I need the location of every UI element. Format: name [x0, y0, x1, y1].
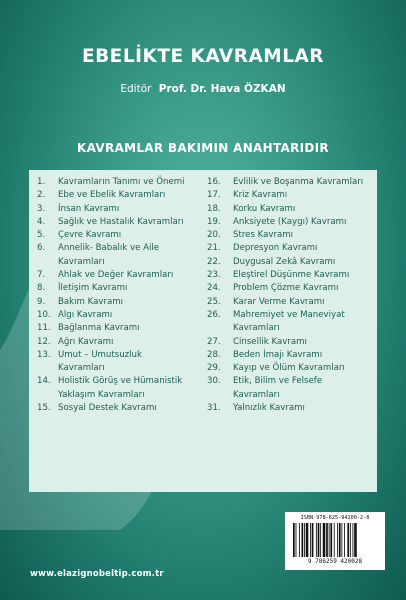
chapter-item: [207, 216, 375, 229]
chapter-item: [207, 402, 375, 415]
chapter-item: [37, 229, 205, 242]
chapter-number: 2.: [37, 190, 46, 201]
chapter-item: [207, 362, 375, 375]
chapter-title: Beden İmajı Kavramı: [233, 349, 323, 360]
chapter-number: 17.: [207, 190, 221, 201]
barcode-bar: [323, 523, 326, 557]
chapter-title: Korku Kavramı: [233, 203, 296, 214]
barcode-number: 9 786259 420028: [307, 558, 363, 565]
chapter-title: Kavramları: [233, 389, 280, 400]
chapter-number: 5.: [37, 230, 46, 241]
chapter-number: 13.: [37, 349, 51, 360]
chapter-item: [37, 282, 205, 295]
chapter-number: 19.: [207, 216, 221, 227]
barcode-bar: [299, 523, 300, 557]
barcode-bar: [316, 523, 317, 557]
chapter-item: [37, 389, 205, 402]
chapter-item: [207, 322, 375, 335]
editor-label: Editör: [120, 83, 152, 95]
chapter-item: [207, 242, 375, 255]
chapter-number: [37, 256, 58, 269]
chapter-title: Yalnızlık Kavramı: [233, 403, 305, 414]
chapter-title: Sosyal Destek Kavramı: [58, 403, 157, 414]
chapter-title: Bakım Kavramı: [58, 296, 124, 307]
chapter-number: 8.: [37, 283, 46, 294]
barcode-bar: [318, 523, 320, 557]
chapter-title: Mahremiyet ve Maneviyat: [233, 309, 345, 320]
chapter-item: [207, 229, 375, 242]
chapter-title: Evlilik ve Boşanma Kavramları: [233, 177, 364, 187]
chapter-title: Algı Kavramı: [58, 309, 113, 320]
chapter-title: Ebe ve Ebelik Kavramları: [58, 190, 166, 201]
chapter-title: Holistik Görüş ve Hümanistik: [58, 376, 183, 387]
chapter-number: 16.: [207, 177, 221, 187]
chapter-title: Cinsellik Kavramı: [233, 336, 307, 347]
chapter-number: 22.: [207, 256, 221, 267]
chapter-title: Eleştirel Düşünme Kavramı: [233, 270, 350, 281]
chapter-number: 15.: [37, 403, 51, 414]
chapter-item: [207, 176, 375, 189]
barcode-bars: [292, 523, 378, 557]
barcode-bar: [304, 523, 305, 557]
chapter-number: [37, 389, 58, 402]
chapter-number: 6.: [37, 243, 46, 254]
chapter-item: [37, 256, 205, 269]
chapter-title: Kavramların Tanımı ve Önemi: [58, 177, 185, 187]
chapter-item: [207, 269, 375, 282]
barcode-bar: [312, 523, 314, 557]
barcode-bar: [310, 523, 311, 557]
chapter-item: [207, 309, 375, 322]
barcode-bar: [326, 523, 328, 557]
chapter-number: 7.: [37, 270, 46, 281]
chapter-item: [37, 296, 205, 309]
chapter-item: [37, 216, 205, 229]
chapter-title: Duygusal Zekâ Kavramı: [233, 256, 336, 267]
barcode-bar: [334, 523, 335, 557]
book-title: EBELİKTE KAVRAMLAR: [81, 46, 325, 67]
barcode-bar: [306, 523, 309, 557]
chapter-item: [37, 336, 205, 349]
chapter-number: 4.: [37, 216, 46, 227]
chapter-item: [207, 282, 375, 295]
chapter-number: 14.: [37, 376, 51, 387]
chapter-title: Kavramları: [233, 323, 280, 334]
barcode-bar: [337, 523, 338, 557]
chapter-number: 25.: [207, 296, 221, 307]
chapter-number: 12.: [37, 336, 51, 347]
barcode-bar: [320, 523, 321, 557]
chapter-item: [37, 402, 205, 415]
chapter-item: [207, 389, 375, 402]
chapter-number: 28.: [207, 349, 221, 360]
chapter-title: Ahlak ve Değer Kavramları: [58, 270, 174, 281]
barcode-block: [285, 512, 385, 570]
chapter-item: [207, 203, 375, 216]
chapter-number: 27.: [207, 336, 221, 347]
chapter-title: Anksiyete (Kaygı) Kavramı: [233, 216, 347, 227]
chapter-number: 21.: [207, 243, 221, 254]
chapter-number: 30.: [207, 376, 221, 387]
barcode-bar: [353, 523, 354, 557]
barcode-bar: [341, 523, 342, 557]
chapter-title: Ağrı Kavramı: [58, 336, 114, 347]
barcode-bar: [344, 523, 345, 557]
chapter-number: 3.: [37, 203, 46, 214]
barcode-bar: [293, 523, 295, 557]
chapter-item: [207, 256, 375, 269]
chapter-item: [207, 375, 375, 388]
chapter-title: Sağlık ve Hastalık Kavramları: [58, 216, 184, 227]
cover-subtitle: KAVRAMLAR BAKIMIN ANAHTARIDIR: [77, 141, 329, 155]
chapter-item: [37, 242, 205, 255]
chapter-number: [37, 362, 58, 375]
barcode-bar: [302, 523, 304, 557]
chapter-item: [37, 309, 205, 322]
chapter-number: 10.: [37, 309, 51, 320]
chapter-number: 23.: [207, 270, 221, 281]
chapter-title: Kavramları: [58, 256, 105, 267]
chapter-title: İletişim Kavramı: [58, 283, 128, 294]
chapter-number: 11.: [37, 323, 51, 334]
chapter-item: [207, 336, 375, 349]
chapter-title: Bağlanma Kavramı: [58, 323, 140, 334]
chapter-item: [207, 296, 375, 309]
chapter-title: Etik, Bilim ve Felsefe: [233, 376, 323, 387]
editor-name: Prof. Dr. Hava ÖZKAN: [158, 83, 286, 95]
barcode-bar: [330, 523, 332, 557]
chapter-title: Umut – Umutsuzluk: [58, 349, 142, 360]
chapter-title: Karar Verme Kavramı: [233, 296, 325, 307]
publisher-website: www.elazignobeltip.com.tr: [30, 569, 164, 579]
chapter-title: Problem Çözme Kavramı: [233, 283, 339, 294]
barcode-bar: [347, 523, 349, 557]
chapter-title: Kriz Kavramı: [233, 190, 288, 201]
barcode-bar: [354, 523, 357, 557]
chapter-item: [37, 322, 205, 335]
chapter-number: 24.: [207, 283, 221, 294]
chapter-number: 31.: [207, 403, 221, 414]
chapter-title: Stres Kavramı: [233, 230, 294, 241]
chapter-item: [37, 269, 205, 282]
chapter-list-box: [29, 170, 377, 492]
chapter-item: [37, 375, 205, 388]
chapter-item: [37, 176, 205, 189]
chapter-item: [37, 362, 205, 375]
chapter-number: 9.: [37, 296, 46, 307]
chapter-title: Annelik- Babalık ve Aile: [58, 243, 160, 254]
chapter-number: [207, 322, 233, 335]
chapter-title: İnsan Kavramı: [58, 203, 120, 214]
chapter-number: [207, 389, 233, 402]
chapter-number: 29.: [207, 363, 221, 374]
chapter-item: [37, 203, 205, 216]
chapter-list-right-column: [207, 176, 375, 415]
chapter-item: [37, 189, 205, 202]
chapter-list-left-column: [37, 176, 205, 415]
barcode-bar: [350, 523, 351, 557]
barcode-bar: [339, 523, 341, 557]
chapter-title: Kayıp ve Ölüm Kavramları: [233, 363, 345, 374]
chapter-number: 20.: [207, 230, 221, 241]
barcode-bar: [296, 523, 297, 557]
chapter-number: 26.: [207, 309, 221, 320]
isbn-label: ISBN 978-625-94200-2-8: [300, 515, 370, 521]
chapter-item: [207, 349, 375, 362]
chapter-title: Depresyon Kavramı: [233, 243, 318, 254]
editor-line: [0, 83, 406, 95]
chapter-title: Çevre Kavramı: [58, 230, 122, 241]
chapter-title: Kavramları: [58, 363, 105, 374]
chapter-item: [37, 349, 205, 362]
chapter-item: [207, 189, 375, 202]
chapter-number: 1.: [37, 177, 46, 187]
chapter-number: 18.: [207, 203, 221, 214]
chapter-title: Yaklaşım Kavramları: [58, 389, 145, 400]
barcode-bar: [329, 523, 330, 557]
